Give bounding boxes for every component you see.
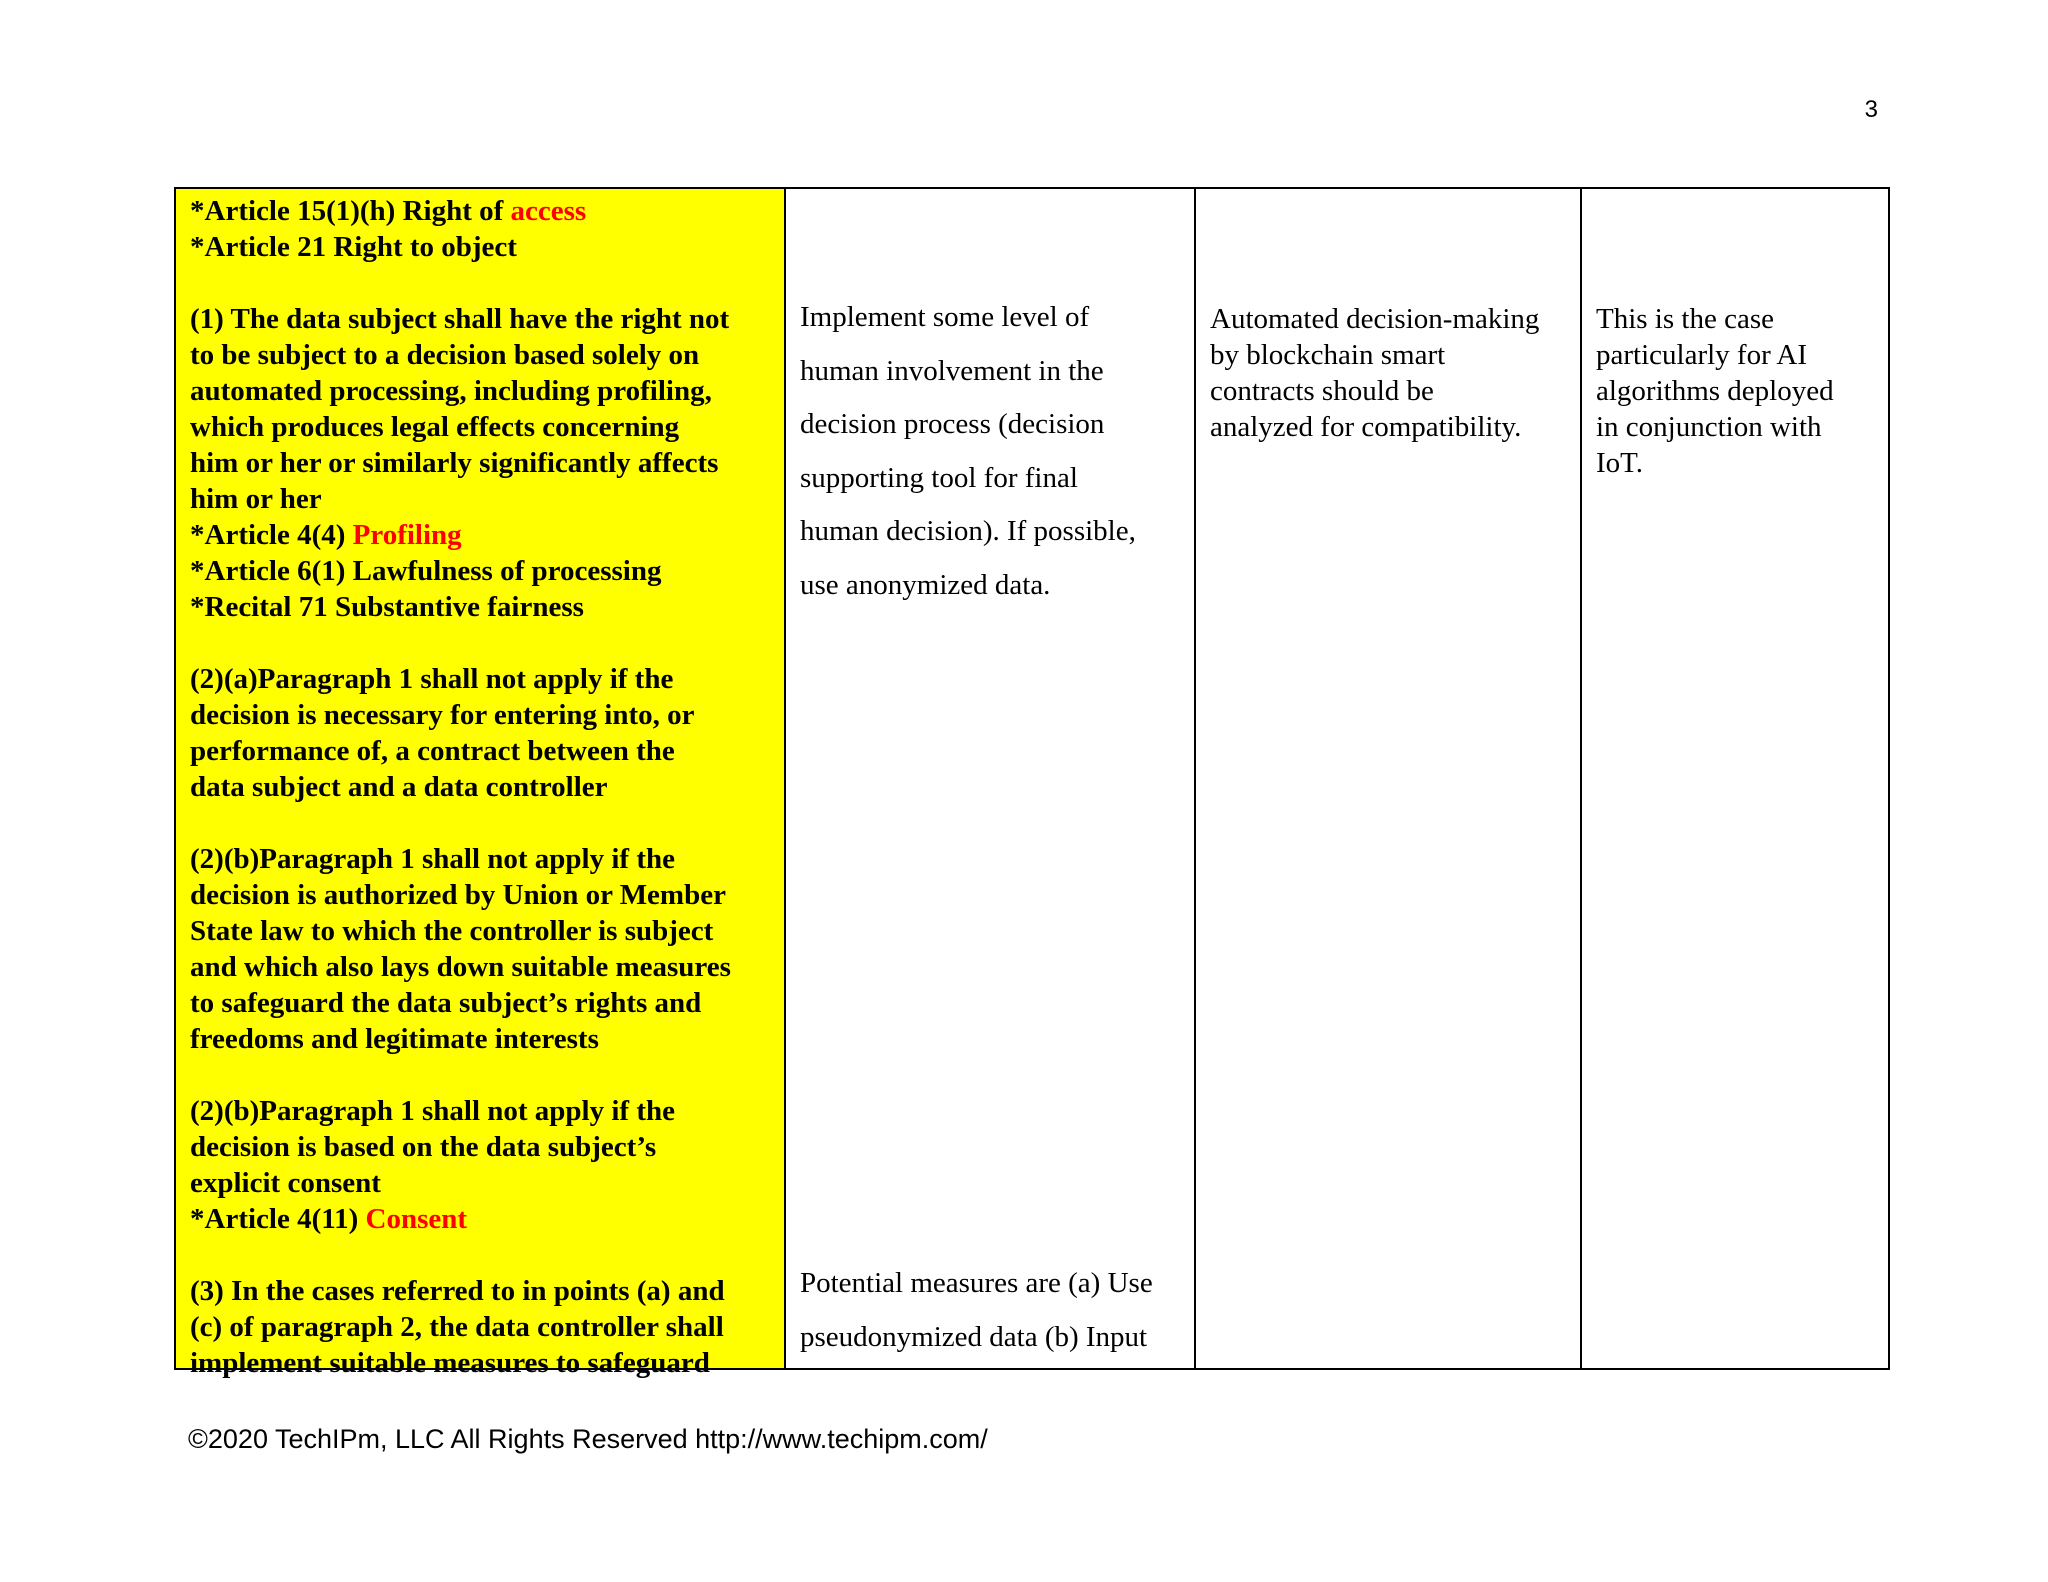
para2b-line: State law to which the controller is subject xyxy=(190,915,714,947)
para2a-line: performance of, a contract between the xyxy=(190,735,675,767)
copyright-footer: ©2020 TechIPm, LLC All Rights Reserved http://www.techipm.com/ xyxy=(188,1424,988,1454)
article-4-4-line: *Article 4(4) Profiling xyxy=(190,519,462,551)
ai-iot-line: algorithms deployed xyxy=(1596,375,1834,407)
para1-line: to be subject to a decision based solely on xyxy=(190,339,700,371)
measures-cell xyxy=(785,188,1195,1369)
blockchain-cell xyxy=(1195,188,1581,1369)
measures-line: Implement some level of xyxy=(800,301,1090,333)
measures-line: supporting tool for final xyxy=(800,461,1078,494)
access-reference: access xyxy=(510,195,587,227)
para2b-line: freedoms and legitimate interests xyxy=(190,1023,599,1055)
para2a-line: data subject and a data controller xyxy=(190,771,608,803)
para2c-line: (2)(b)Paragraph 1 shall not apply if the xyxy=(190,1095,675,1127)
measures-line: decision process (decision xyxy=(800,408,1105,440)
para2c-line: explicit consent xyxy=(190,1167,381,1199)
consent-reference: Consent xyxy=(365,1203,468,1235)
para3-line: (c) of paragraph 2, the data controller shall xyxy=(190,1311,724,1343)
blockchain-line: by blockchain smart xyxy=(1210,339,1446,371)
para2b-line: to safeguard the data subject’s rights and xyxy=(190,987,702,1019)
para1-line: automated processing, including profiling, xyxy=(190,375,712,407)
profiling-reference: Profiling xyxy=(352,519,462,551)
para1-line: him or her xyxy=(190,483,322,515)
para2c-line: decision is based on the data subject’s xyxy=(190,1131,657,1163)
legal-provisions-cell xyxy=(175,188,785,1379)
article-4-11-line: *Article 4(11) Consent xyxy=(190,1203,468,1235)
article-15-line: *Article 15(1)(h) Right of access xyxy=(190,195,587,227)
para2b-line: (2)(b)Paragraph 1 shall not apply if the xyxy=(190,843,675,875)
measures-line: pseudonymized data (b) Input xyxy=(800,1320,1148,1353)
measures-line: Potential measures are (a) Use xyxy=(800,1267,1153,1299)
para2b-line: and which also lays down suitable measures xyxy=(190,951,731,983)
article-6-1-line: *Article 6(1) Lawfulness of processing xyxy=(190,555,662,587)
para3-line: implement suitable measures to safeguard xyxy=(190,1347,710,1379)
para2a-line: decision is necessary for entering into, or xyxy=(190,699,695,731)
measures-line: human decision). If possible, xyxy=(800,515,1136,547)
page-number: 3 xyxy=(1864,96,1878,123)
blockchain-line: contracts should be xyxy=(1210,375,1434,407)
article-21-line: *Article 21 Right to object xyxy=(190,231,517,263)
para1-line: him or her or similarly significantly affects xyxy=(190,447,719,479)
ai-iot-line: in conjunction with xyxy=(1596,411,1822,443)
para2a-line: (2)(a)Paragraph 1 shall not apply if the xyxy=(190,663,674,695)
table-row xyxy=(175,188,1889,1369)
recital-71-line: *Recital 71 Substantive fairness xyxy=(190,591,584,623)
measures-line: human involvement in the xyxy=(800,354,1104,387)
para3-line: (3) In the cases referred to in points (a) and xyxy=(190,1275,725,1307)
para2b-line: decision is authorized by Union or Member xyxy=(190,879,726,911)
ai-iot-line: IoT. xyxy=(1596,447,1643,479)
measures-line: use anonymized data. xyxy=(800,568,1051,601)
blockchain-line: Automated decision-making xyxy=(1210,303,1540,335)
gdpr-analysis-table xyxy=(174,187,1890,1379)
ai-iot-line: particularly for AI xyxy=(1596,339,1807,371)
ai-iot-cell xyxy=(1581,188,1889,1369)
para1-line: (1) The data subject shall have the right not xyxy=(190,303,730,335)
blockchain-line: analyzed for compatibility. xyxy=(1210,411,1522,443)
para1-line: which produces legal effects concerning xyxy=(190,411,680,443)
ai-iot-line: This is the case xyxy=(1596,303,1774,335)
